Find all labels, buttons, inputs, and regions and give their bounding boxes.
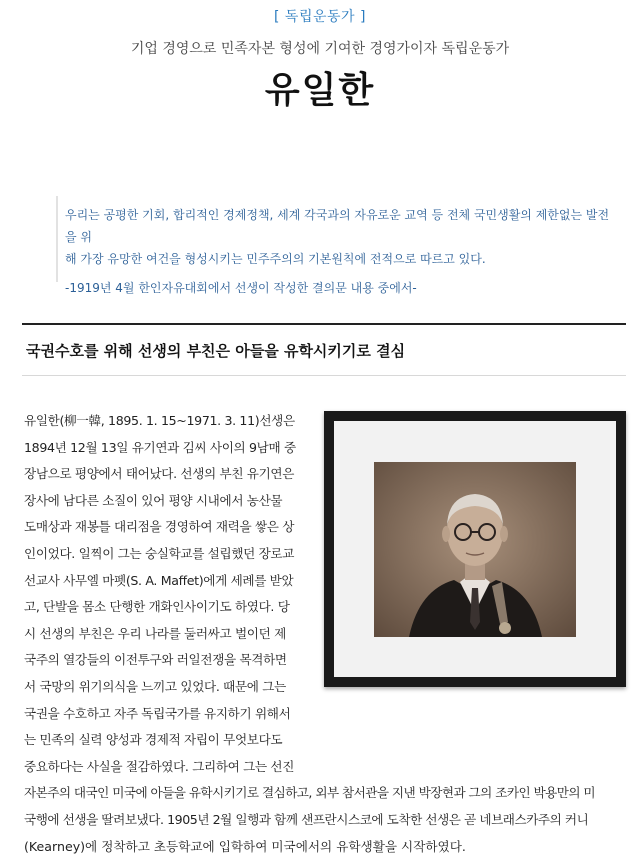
body-line: 인이었다. 일찍이 그는 숭실학교를 설립했던 장로교	[24, 541, 318, 568]
body-line: 장사에 남다른 소질이 있어 평양 시내에서 농산물	[24, 488, 318, 515]
body-line: 는 민족의 실력 양성과 경제적 자립이 무엇보다도	[24, 727, 318, 754]
portrait-photo-icon	[374, 462, 576, 637]
page-subtitle: 기업 경영으로 민족자본 형성에 기여한 경영가이자 독립운동가	[0, 38, 640, 58]
quote-block	[56, 196, 616, 282]
heading-underline	[22, 375, 626, 376]
body-line: 자본주의 대국인 미국에 아들을 유학시키기로 결심하고, 외부 참서관을 지낸 박장현과 그의 조카인 박용만의 미	[24, 780, 624, 807]
body-line: 도매상과 재봉틀 대리점을 경영하여 재력을 쌓은 상	[24, 514, 318, 541]
page-title: 유일한	[0, 62, 640, 113]
section-heading: 국권수호를 위해 선생의 부친은 아들을 유학시키기로 결심	[26, 340, 405, 361]
body-line: 장남으로 평양에서 태어났다. 선생의 부친 유기연은	[24, 461, 318, 488]
body-line: 1894년 12월 13일 유기연과 김씨 사이의 9남매 중	[24, 435, 318, 462]
body-line: 국주의 열강들의 이전투구와 러일전쟁을 목격하면	[24, 647, 318, 674]
body-line: 고, 단발을 몸소 단행한 개화인사이기도 하였다. 당	[24, 594, 318, 621]
body-line: (Kearney)에 정착하고 초등학교에 입학하여 미국에서의 유학생활을 시작하였다.	[24, 834, 624, 860]
body-line: 국행에 선생을 딸려보냈다. 1905년 2월 일행과 함께 샌프란시스코에 도착한 선생은 곧 네브래스카주의 커니	[24, 807, 624, 834]
category-label: [ 독립운동가 ]	[0, 6, 640, 26]
quote-source: -1919년 4월 한인자유대회에서 선생이 작성한 결의문 내용 중에서-	[65, 278, 616, 298]
section-divider	[22, 323, 626, 325]
quote-text	[65, 204, 616, 270]
body-line: 선교사 사무엘 마펫(S. A. Maffet)에게 세례를 받았	[24, 568, 318, 595]
quote-text-line: 우리는 공평한 기회, 합리적인 경제정책, 세계 각국과의 자유로운 교역 등 전체 국민생활의 제한없는 발전을 위	[65, 208, 609, 244]
portrait-mat	[334, 421, 616, 677]
body-line: 유일한(柳一韓, 1895. 1. 15~1971. 3. 11)선생은	[24, 408, 318, 435]
portrait-frame	[324, 411, 626, 687]
quote-text-line: 해 가장 유망한 여건을 형성시키는 민주주의의 기본원칙에 전적으로 따르고 있다.	[65, 252, 486, 266]
body-line: 중요하다는 사실을 절감하였다. 그리하여 그는 선진	[24, 754, 318, 781]
body-line: 시 선생의 부친은 우리 나라를 둘러싸고 벌이던 제	[24, 621, 318, 648]
body-line: 국권을 수호하고 자주 독립국가를 유지하기 위해서	[24, 701, 318, 728]
body-line: 서 국망의 위기의식을 느끼고 있었다. 때문에 그는	[24, 674, 318, 701]
